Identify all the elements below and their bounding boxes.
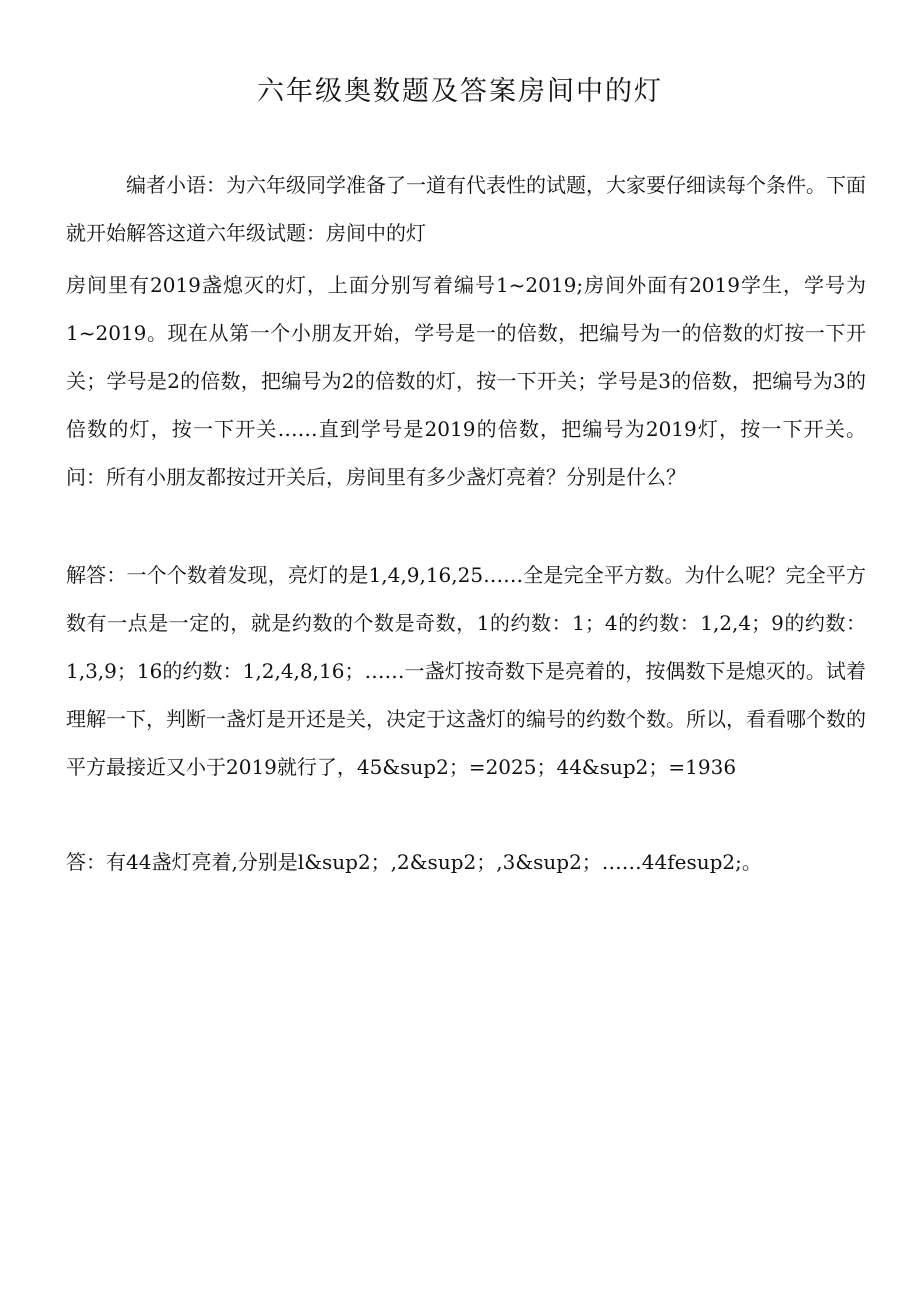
document-title: 六年级奥数题及答案房间中的灯 — [257, 76, 663, 107]
answer-paragraph: 答：有44盏灯亮着,分别是l&sup2；,2&sup2；,3&sup2；……44fesup2;。 — [66, 850, 762, 874]
question-paragraph: 房间里有2019盏熄灭的灯，上面分别写着编号1~2019;房间外面有2019学生，学号为1~2019。现在从第一个小朋友开始，学号是一的倍数，把编号为一的倍数的灯按一下开关；学号是2的倍数，把编号为2的倍数的灯，按一下开关；学号是3的倍数，把编号为3的倍数的灯，按一下开关……直到学号是2019的倍数，把编号为2019灯，按一下开关。问：所有小朋友都按过开关后，房间里有多少盏灯亮着？分别是什么？ — [66, 273, 866, 489]
solution-paragraph: 解答：一个个数着发现，亮灯的是1,4,9,16,25……全是完全平方数。为什么呢？完全平方数有一点是一定的，就是约数的个数是奇数，1的约数：1；4的约数：1,2,4；9的约数：1,3,9；16的约数：1,2,4,8,16；……一盏灯按奇数下是亮着的，按偶数下是熄灭的。试着理解一下，判断一盏灯是开还是关，决定于这盏灯的编号的约数个数。所以，看看哪个数的平方最接近又小于2019就行了，45&sup2；=2025；44&sup2；=1936 — [66, 563, 866, 779]
intro-paragraph: 编者小语：为六年级同学准备了一道有代表性的试题，大家要仔细读每个条件。下面就开始解答这道六年级试题：房间中的灯 — [66, 173, 866, 245]
